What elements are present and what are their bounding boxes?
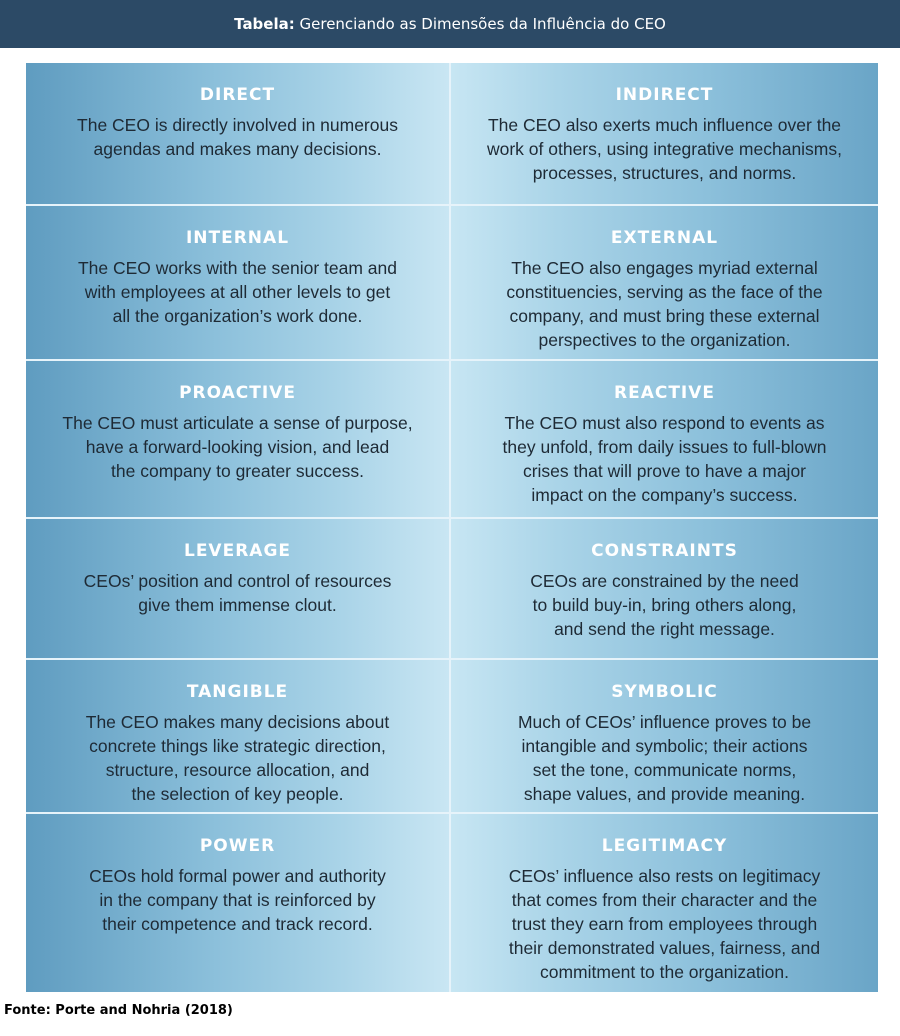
cell-line: CEOs’ influence also rests on legitimacy bbox=[508, 866, 821, 886]
cell-line: The CEO makes many decisions about bbox=[85, 712, 390, 732]
cell-line: with employees at all other levels to get bbox=[84, 282, 391, 302]
cell-line: all the organization’s work done. bbox=[112, 306, 363, 326]
cell-body bbox=[26, 411, 449, 483]
cell-line: give them immense clout. bbox=[138, 595, 337, 615]
cell-title: SYMBOLIC bbox=[611, 682, 718, 702]
cell-title: DIRECT bbox=[199, 85, 276, 105]
cell-body bbox=[451, 113, 878, 185]
cell-line: The CEO also engages myriad external bbox=[511, 258, 818, 278]
cell-line: and send the right message. bbox=[554, 619, 775, 639]
cell-line: CEOs are constrained by the need bbox=[530, 571, 799, 591]
cell-direct bbox=[26, 63, 451, 204]
cell-line: intangible and symbolic; their actions bbox=[521, 736, 808, 756]
cell-line: The CEO is directly involved in numerous bbox=[77, 115, 398, 135]
cell-power bbox=[26, 812, 451, 992]
cell-line: processes, structures, and norms. bbox=[532, 163, 797, 183]
cell-title: LEVERAGE bbox=[183, 541, 292, 561]
cell-line: the company to greater success. bbox=[111, 461, 364, 481]
cell-reactive bbox=[451, 359, 878, 517]
cell-line: The CEO works with the senior team and bbox=[77, 258, 398, 278]
cell-line: company, and must bring these external bbox=[509, 306, 820, 326]
cell-body bbox=[26, 569, 449, 617]
cell-line: structure, resource allocation, and bbox=[105, 760, 370, 780]
cell-proactive bbox=[26, 359, 451, 517]
cell-line: The CEO also exerts much influence over the bbox=[487, 115, 842, 135]
cell-body bbox=[26, 710, 449, 806]
cell-line: in the company that is reinforced by bbox=[99, 890, 376, 910]
cell-line: trust they earn from employees through bbox=[511, 914, 818, 934]
cell-line: have a forward-looking vision, and lead bbox=[85, 437, 390, 457]
cell-body bbox=[451, 569, 878, 641]
cell-line: their competence and track record. bbox=[102, 914, 373, 934]
cell-line: Much of CEOs’ influence proves to be bbox=[517, 712, 812, 732]
cell-title: EXTERNAL bbox=[610, 228, 719, 248]
cell-body bbox=[451, 710, 878, 806]
cell-line: to build buy-in, bring others along, bbox=[532, 595, 797, 615]
cell-title: REACTIVE bbox=[613, 383, 716, 403]
cell-line: the selection of key people. bbox=[131, 784, 344, 804]
cell-internal bbox=[26, 204, 451, 359]
cell-line: their demonstrated values, fairness, and bbox=[508, 938, 821, 958]
cell-tangible bbox=[26, 658, 451, 812]
cell-body bbox=[26, 864, 449, 936]
cell-body bbox=[451, 411, 878, 507]
cell-line: perspectives to the organization. bbox=[538, 330, 791, 350]
cell-line: crises that will prove to have a major bbox=[522, 461, 807, 481]
cell-body bbox=[451, 256, 878, 352]
cell-line: commitment to the organization. bbox=[539, 962, 789, 982]
caption-title: Gerenciando as Dimensões da Influência do CEO bbox=[294, 15, 666, 33]
influence-dimensions-table bbox=[26, 63, 878, 992]
cell-line: The CEO must also respond to events as bbox=[504, 413, 825, 433]
table-caption bbox=[0, 0, 900, 48]
cell-body bbox=[26, 256, 449, 328]
source-note: Fonte: Porte and Nohria (2018) bbox=[4, 1003, 233, 1018]
cell-line: constituencies, serving as the face of the bbox=[506, 282, 823, 302]
cell-line: CEOs hold formal power and authority bbox=[89, 866, 386, 886]
cell-line: set the tone, communicate norms, bbox=[532, 760, 797, 780]
caption-label: Tabela: bbox=[234, 15, 295, 33]
cell-title: POWER bbox=[199, 836, 276, 856]
cell-line: CEOs’ position and control of resources bbox=[83, 571, 392, 591]
cell-line: agendas and makes many decisions. bbox=[93, 139, 382, 159]
cell-line: work of others, using integrative mechanisms, bbox=[486, 139, 843, 159]
cell-title: CONSTRAINTS bbox=[591, 541, 738, 561]
cell-line: shape values, and provide meaning. bbox=[523, 784, 806, 804]
cell-title: TANGIBLE bbox=[186, 682, 289, 702]
cell-title: INDIRECT bbox=[615, 85, 714, 105]
cell-external bbox=[451, 204, 878, 359]
cell-title: PROACTIVE bbox=[179, 383, 296, 403]
cell-body bbox=[26, 113, 449, 161]
cell-line: concrete things like strategic direction, bbox=[89, 736, 386, 756]
cell-title: LEGITIMACY bbox=[601, 836, 728, 856]
cell-line: The CEO must articulate a sense of purpose, bbox=[62, 413, 413, 433]
cell-constraints bbox=[451, 517, 878, 658]
cell-title: INTERNAL bbox=[185, 228, 290, 248]
cell-indirect bbox=[451, 63, 878, 204]
cell-body bbox=[451, 864, 878, 984]
cell-symbolic bbox=[451, 658, 878, 812]
cell-leverage bbox=[26, 517, 451, 658]
cell-line: impact on the company’s success. bbox=[531, 485, 798, 505]
cell-legitimacy bbox=[451, 812, 878, 992]
cell-line: they unfold, from daily issues to full-blown bbox=[502, 437, 827, 457]
cell-line: that comes from their character and the bbox=[511, 890, 818, 910]
